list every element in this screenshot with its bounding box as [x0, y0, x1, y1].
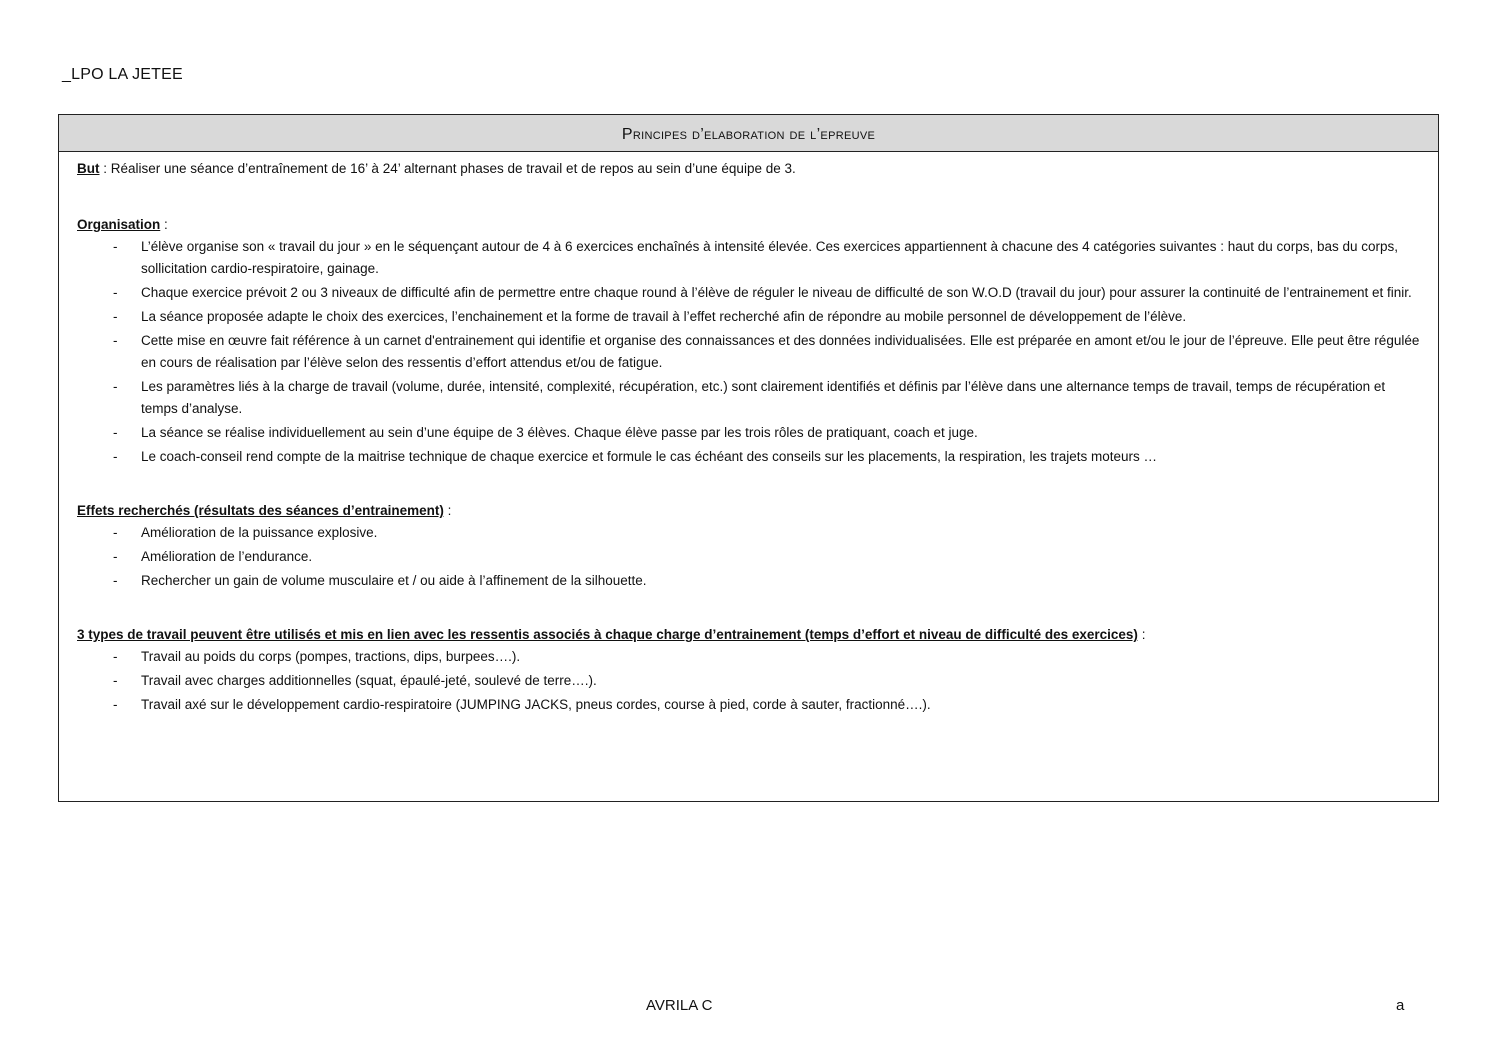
- list-item-text: Rechercher un gain de volume musculaire et / ou aide à l’affinement de la silhouette.: [141, 573, 647, 588]
- frame-title: Principes d’elaboration de l’epreuve: [59, 115, 1438, 152]
- but-text: Réaliser une séance d’entraînement de 16’ à 24’ alternant phases de travail et de repos au sein d’une équipe de 3.: [110, 161, 796, 176]
- list-item: [77, 694, 1420, 716]
- effets-label: Effets recherchés (résultats des séances d’entrainement): [77, 503, 444, 518]
- list-item: [77, 546, 1420, 568]
- list-item-text: Le coach-conseil rend compte de la maitrise technique de chaque exercice et formule le cas échéant des conseils sur les placements, la respiration, les trajets moteurs …: [141, 449, 1158, 464]
- list-item-text: Travail au poids du corps (pompes, tractions, dips, burpees….).: [141, 649, 521, 664]
- organisation-label: Organisation: [77, 217, 161, 232]
- list-item: [77, 522, 1420, 544]
- effets-separator: :: [443, 503, 452, 518]
- list-item: [77, 306, 1420, 328]
- organisation-list: [77, 236, 1420, 468]
- list-item-text: Travail axé sur le développement cardio-respiratoire (JUMPING JACKS, pneus cordes, course à pied, corde à sauter, fractionné….).: [141, 697, 931, 712]
- list-item-text: Travail avec charges additionnelles (squat, épaulé-jeté, soulevé de terre….).: [141, 673, 597, 688]
- list-item-text: L’élève organise son « travail du jour » en le séquençant autour de 4 à 6 exercices enchaînés à intensité élevée. Ces exercices appartiennent à chacune des 4 catégories suivantes : haut du corps, bas du corps, sollicitation cardio-respiratoire, gainage.: [141, 239, 1399, 276]
- bullet-dash: -: [113, 333, 118, 348]
- bullet-dash: -: [113, 239, 118, 254]
- bullet-dash: -: [113, 573, 118, 588]
- list-item: [77, 330, 1420, 374]
- list-item: [77, 282, 1420, 304]
- effets-heading: [77, 500, 1420, 522]
- bullet-dash: -: [113, 697, 118, 712]
- list-item: [77, 376, 1420, 420]
- list-item: [77, 570, 1420, 592]
- list-item: [77, 422, 1420, 444]
- list-item: [77, 646, 1420, 668]
- types-separator: :: [1137, 627, 1146, 642]
- bullet-dash: -: [113, 379, 118, 394]
- types-label: 3 types de travail peuvent être utilisés et mis en lien avec les ressentis associés à chaque charge d’entrainement (temps d’effort et niveau de difficulté des exercices): [77, 627, 1138, 642]
- types-list: [77, 646, 1420, 716]
- list-item: [77, 236, 1420, 280]
- principles-frame: [58, 114, 1439, 802]
- list-item: [77, 446, 1420, 468]
- bullet-dash: -: [113, 525, 118, 540]
- bullet-dash: -: [113, 449, 118, 464]
- school-name: _LPO LA JETEE: [62, 66, 183, 83]
- but-label: But: [77, 161, 100, 176]
- bullet-dash: -: [113, 673, 118, 688]
- list-item-text: La séance se réalise individuellement au sein d’une équipe de 3 élèves. Chaque élève passe par les trois rôles de pratiquant, coach et juge.: [141, 425, 978, 440]
- but-separator: :: [99, 161, 111, 176]
- bullet-dash: -: [113, 649, 118, 664]
- list-item-text: La séance proposée adapte le choix des exercices, l’enchainement et la forme de travail à l’effet recherché afin de répondre au mobile personnel de développement de l’élève.: [141, 309, 1187, 324]
- bullet-dash: -: [113, 425, 118, 440]
- list-item-text: Chaque exercice prévoit 2 ou 3 niveaux de difficulté afin de permettre entre chaque round à l’élève de réguler le niveau de difficulté de son W.O.D (travail du jour) pour assurer la continuité de l’entrainement et finir.: [141, 285, 1412, 300]
- list-item-text: Amélioration de l’endurance.: [141, 549, 313, 564]
- organisation-separator: :: [160, 217, 168, 232]
- effets-list: [77, 522, 1420, 592]
- page-number: a: [1396, 997, 1405, 1014]
- list-item-text: Cette mise en œuvre fait référence à un carnet d'entrainement qui identifie et organise des connaissances et des données individualisées. Elle est préparée en amont et/ou le jour de l’épreuve. Elle peut être régulée en cours de réalisation par l’élève selon des ressentis d’effort attendus et/ou de fatigue.: [141, 333, 1420, 370]
- list-item: [77, 670, 1420, 692]
- list-item-text: Amélioration de la puissance explosive.: [141, 525, 378, 540]
- bullet-dash: -: [113, 549, 118, 564]
- bullet-dash: -: [113, 309, 118, 324]
- bullet-dash: -: [113, 285, 118, 300]
- frame-content: [59, 152, 1438, 716]
- types-heading: [77, 624, 1420, 646]
- list-item-text: Les paramètres liés à la charge de travail (volume, durée, intensité, complexité, récupération, etc.) sont clairement identifiés et définis par l’élève dans une alternance temps de travail, temps de récupération et temps d’analyse.: [141, 379, 1386, 416]
- organisation-heading: [77, 214, 1420, 236]
- footer-author: AVRILA C: [646, 997, 713, 1014]
- but-line: [77, 158, 1420, 180]
